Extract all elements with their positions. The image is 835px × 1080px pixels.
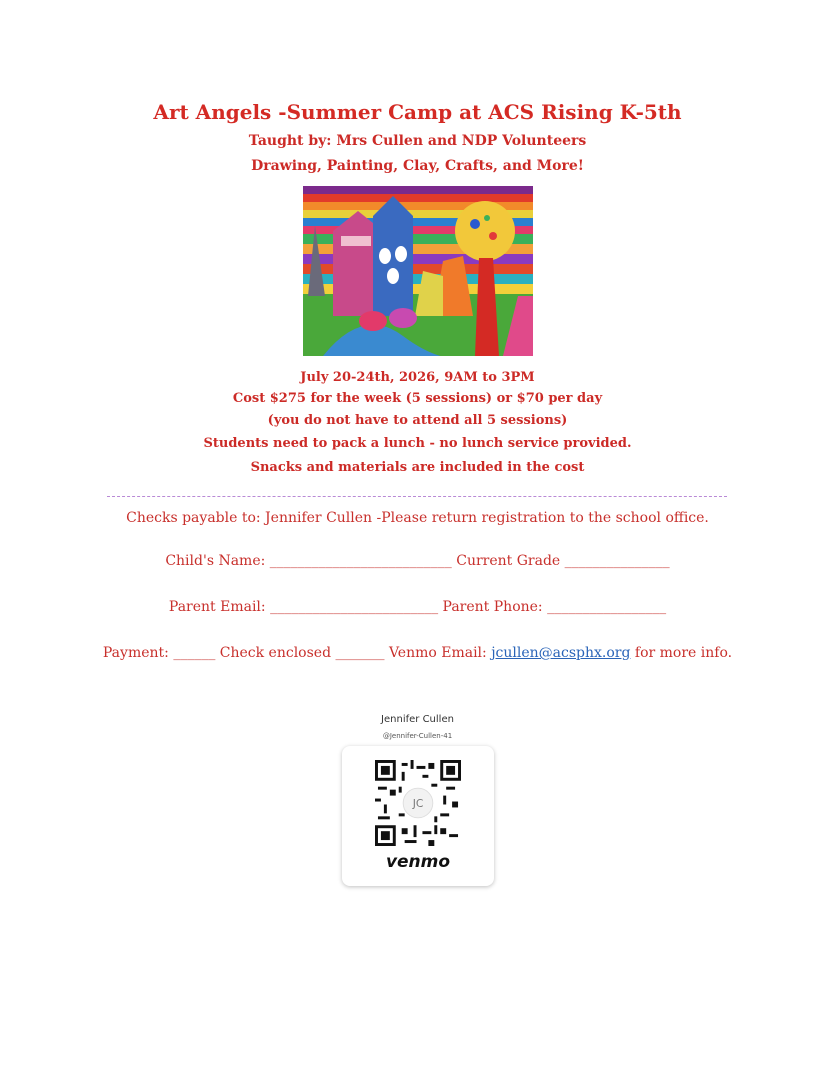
grade-field[interactable]: _______________: [564, 553, 670, 569]
parent-email-label: Parent Email:: [168, 599, 266, 615]
attendance-note: (you do not have to attend all 5 sessions): [267, 413, 568, 428]
venmo-email-label: Venmo Email:: [388, 645, 487, 661]
page-title: Art Angels -Summer Camp at ACS Rising K-5th: [153, 100, 682, 124]
parent-phone-label: Parent Phone:: [442, 599, 543, 615]
child-row: [0, 553, 835, 569]
venmo-handle: @Jennifer-Cullen-41: [382, 732, 453, 740]
qr-code-icon[interactable]: [375, 760, 461, 846]
email-link[interactable]: jcullen@acsphx.org: [491, 645, 631, 661]
colorful-painting-image: [303, 186, 533, 356]
venmo-qr-card[interactable]: [342, 746, 494, 886]
venmo-name: Jennifer Cullen: [381, 714, 454, 725]
camp-dates: July 20-24th, 2026, 9AM to 3PM: [300, 370, 535, 385]
payment-label: Payment:: [102, 645, 169, 661]
grade-label: Current Grade: [456, 553, 561, 569]
lunch-note: Students need to pack a lunch - no lunch service provided.: [203, 436, 632, 451]
venmo-logo: venmo: [385, 852, 451, 872]
camp-cost: Cost $275 for the week (5 sessions) or $70 per day: [232, 391, 603, 406]
child-name-label: Child's Name:: [165, 553, 266, 569]
qr-initials: JC: [412, 796, 424, 810]
child-name-field[interactable]: __________________________: [269, 553, 452, 569]
payment-row: [0, 645, 835, 661]
check-enclosed-label: Check enclosed: [219, 645, 332, 661]
more-info: for more info.: [634, 645, 733, 661]
payment-check-field[interactable]: ______: [173, 645, 216, 661]
payment-venmo-field[interactable]: _______: [335, 645, 385, 661]
taught-by: Taught by: Mrs Cullen and NDP Volunteers: [248, 133, 587, 149]
snacks-note: Snacks and materials are included in the cost: [250, 460, 585, 475]
checks-payable: Checks payable to: Jennifer Cullen -Please return registration to the school office.: [126, 510, 709, 526]
parent-phone-field[interactable]: _________________: [547, 599, 667, 615]
parent-email-field[interactable]: ________________________: [270, 599, 439, 615]
activities: Drawing, Painting, Clay, Crafts, and More!: [251, 158, 584, 174]
divider: [107, 496, 727, 497]
parent-row: [0, 599, 835, 615]
